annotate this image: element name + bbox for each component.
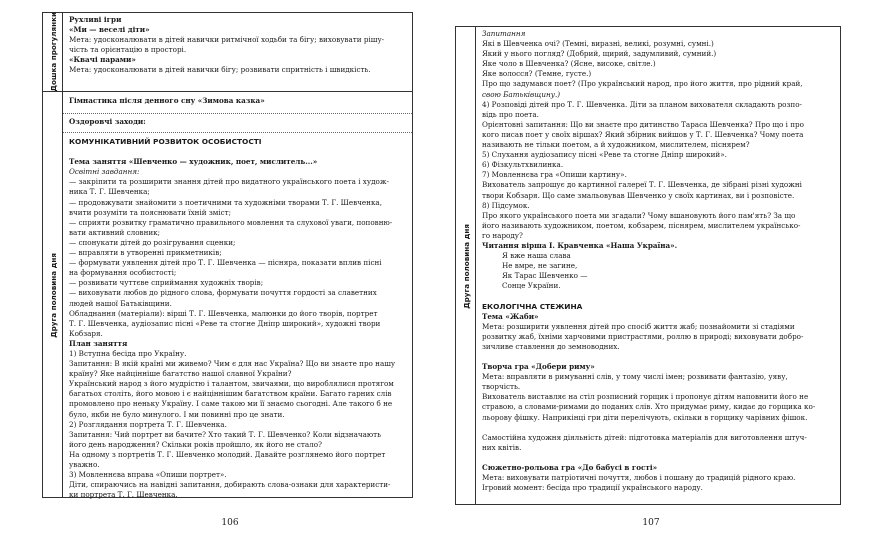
text-line: Діти, спираючись на навідні запитання, добирають слова-ознаки для характеристи- bbox=[69, 480, 391, 490]
walk-line: «Квачі парами» bbox=[69, 55, 136, 65]
text-line: вчити розуміти та пояснювати їхній зміст; bbox=[69, 207, 232, 217]
text-line bbox=[482, 352, 834, 362]
text-line: 3) Мовленнєва вправа «Опиши портрет». bbox=[69, 470, 227, 480]
text-line: твори Кобзаря. Що саме змальовував Шевченко у своїх картинах, ви і розповісте. bbox=[482, 190, 795, 200]
text-line: Яке чоло в Шевченка? (Ясне, високе, світле.) bbox=[482, 59, 656, 69]
right-page bbox=[435, 0, 870, 552]
poem-line: Я вже наша слава bbox=[502, 251, 571, 261]
text-line: Який у нього погляд? (Добрий, щирий, задумливий, сумний.) bbox=[482, 49, 717, 59]
text-line: країну? Яке найцінніше багатство нашої славної України? bbox=[69, 369, 292, 379]
right-page-frame bbox=[455, 26, 841, 505]
text-line: людей нашої Батьківщини. bbox=[69, 298, 172, 308]
text-line: Український народ з його мудрістю і талантом, звичаями, що вироблялися протягом bbox=[69, 379, 394, 389]
page-number: 107 bbox=[642, 518, 660, 528]
text-line: Вихователь запрошує до картинної галереї Т. Г. Шевченка, де зібрані різні художні bbox=[482, 180, 802, 190]
text-line: відь про поета. bbox=[482, 109, 539, 119]
text-line: Самостійна художня діяльність дітей: підготовка матеріалів для виготовлення штуч- bbox=[482, 432, 807, 442]
text-line: уважно. bbox=[69, 460, 100, 469]
text-line: Запитання bbox=[482, 29, 526, 38]
text-line: його називають художником, поетом, кобзарем, піснярем, мислителем українсько- bbox=[482, 220, 801, 230]
text-line: Які в Шевченка очі? (Темні, виразні, великі, розумні, сумні.) bbox=[482, 39, 714, 49]
text-line: 7) Мовленнєва гра «Опиши картину». bbox=[482, 170, 627, 180]
text-line: Запитання: В якій країні ми живемо? Чим є для нас Україна? Що ви знаєте про нашу bbox=[69, 359, 396, 369]
side-label-walk: Дошка прогулянки bbox=[48, 12, 58, 92]
plan-heading: План заняття bbox=[69, 338, 128, 348]
text-line: розвитку жаб, їхніми харчовими пристрастями, роллю в природі; виховувати добро- bbox=[482, 331, 804, 341]
text-line: — вправляти в утворенні прикметників; bbox=[69, 248, 222, 258]
text-line: вати активний словник; bbox=[69, 227, 161, 237]
text-line: 4) Розповіді дітей про Т. Г. Шевченка. Діти за планом вихователя складають розпо- bbox=[482, 99, 802, 109]
gym-title: Гімнастика після денного сну «Зимова казка» bbox=[69, 96, 265, 105]
text-line: Мета: виховувати патріотичні почуття, любов і пошану до традицій рідного краю. bbox=[482, 473, 796, 483]
text-line: зичливе ставлення до земноводних. bbox=[482, 341, 620, 351]
lesson-topic: Тема заняття «Шевченко — художник, поет, мислитель...» bbox=[69, 157, 318, 167]
text-line: — формувати уявлення дітей про Т. Г. Шевченка — пісняра, показати вплив пісні bbox=[69, 258, 382, 268]
text-line: Про якого українського поета ми згадали? Чому вшановують його пам'ять? За що bbox=[482, 210, 796, 220]
walk-line: Мета: удосконалювати в дітей навички ритмічної ходьби та бігу; виховувати рішу- bbox=[69, 35, 385, 45]
text-line: Кобзаря. bbox=[69, 328, 103, 338]
text-line: Сюжетно-рольова гра «До бабусі в гості» bbox=[482, 463, 658, 473]
text-line: Вихователь виставляє на стіл розписний горщик і пропонує дітям наповнити його не bbox=[482, 392, 809, 402]
text-line: багатьох століть, його мовою і є найціннішим багатством країни. Багато гарних слів bbox=[69, 389, 392, 399]
text-line: Т. Г. Шевченка, аудіозапис пісні «Реве та стогне Дніпр широкий», художні твори bbox=[69, 318, 381, 328]
walk-line: Мета: удосконалювати в дітей навички бігу; розвивати спритність і швидкість. bbox=[69, 65, 371, 75]
section-heading: ЕКОЛОГІЧНА СТЕЖИНА bbox=[482, 301, 583, 311]
text-line: його день народження? Скільки років пройшло, як його не стало? bbox=[69, 439, 322, 449]
side-label-afternoon: Друга половина дня bbox=[461, 224, 471, 309]
section-heading: КОМУНІКАТИВНИЙ РОЗВИТОК ОСОБИСТОСТІ bbox=[69, 137, 262, 146]
text-line: 6) Фізкультхвилинка. bbox=[482, 160, 564, 170]
text-line bbox=[482, 423, 834, 433]
text-line bbox=[482, 453, 834, 463]
text-line: льорову фішку. Наприкінці гри діти перелічують, скільки в горщику чарівних фішок. bbox=[482, 412, 808, 422]
text-line: було, якби не було минулого. І ми повинні про це знати. bbox=[69, 409, 285, 419]
text-line: Яке волосся? (Темне, густе.) bbox=[482, 69, 592, 79]
text-line: Тема «Жаби» bbox=[482, 311, 539, 321]
text-line: стравою, а словами-римами до поданих слів. Хто придумає риму, кидає до горщика ко- bbox=[482, 402, 816, 412]
walk-line: чість та орієнтацію в просторі. bbox=[69, 45, 187, 55]
text-line: Орієнтовні запитання: Що ви знаєте про дитинство Тараса Шевченка? Про що і про bbox=[482, 119, 804, 129]
text-line: — продовжувати знайомити з поетичними та художніми творами Т. Г. Шевченка, bbox=[69, 197, 383, 207]
walk-line: «Ми — веселі діти» bbox=[69, 25, 150, 35]
poem-line: Сонце України. bbox=[502, 281, 561, 291]
text-line: го народу? bbox=[482, 230, 523, 240]
text-line: На одному з портретів Т. Г. Шевченко молодий. Давайте розглянемо його портрет bbox=[69, 449, 386, 459]
text-line: свою Батьківщину.) bbox=[482, 89, 561, 99]
poem-line: Не вмре, не загине, bbox=[502, 261, 578, 271]
health-title: Оздоровчі заходи: bbox=[69, 117, 146, 126]
walk-line: Рухливі ігри bbox=[69, 15, 122, 24]
text-line bbox=[69, 147, 406, 157]
text-line: Мета: розширити уявлення дітей про спосіб життя жаб; познайомити зі стадіями bbox=[482, 321, 795, 331]
text-line: творчість. bbox=[482, 382, 521, 392]
text-line: Ігровий момент: бесіда про традиції українського народу. bbox=[482, 483, 703, 493]
text-line: них квітів. bbox=[482, 442, 522, 452]
text-line: Творча гра «Добери риму» bbox=[482, 362, 595, 372]
text-line: Освітні завдання: bbox=[69, 167, 140, 177]
text-line: — закріпити та розширити знання дітей про видатного українського поета і худож- bbox=[69, 177, 389, 187]
text-line: Мета: вправляти в римуванні слів, у тому числі імен; розвивати фантазію, уяву, bbox=[482, 372, 788, 382]
text-line: ника Т. Г. Шевченка; bbox=[69, 187, 150, 197]
text-line: 2) Розглядання портрета Т. Г. Шевченка. bbox=[69, 419, 227, 429]
text-line: — розвивати чуттєве сприймання художніх творів; bbox=[69, 278, 264, 288]
side-label-afternoon: Друга половина дня bbox=[48, 252, 58, 338]
text-line bbox=[482, 291, 834, 301]
walk-section bbox=[69, 15, 406, 76]
text-line: Про що задумався поет? (Про український народ, про його життя, про рідний край, bbox=[482, 79, 803, 89]
page-number: 106 bbox=[221, 518, 239, 528]
left-page-frame bbox=[42, 12, 413, 498]
text-line: 1) Вступна бесіда про Україну. bbox=[69, 348, 187, 358]
text-line: кого писав поет у своїх віршах? Який збірник вийшов у Т. Г. Шевченка? Чому поета bbox=[482, 129, 804, 139]
text-line: 8) Підсумок. bbox=[482, 200, 530, 210]
lesson-section bbox=[69, 137, 406, 500]
text-line: називають не тільки поетом, а й художником, мислителем, піснярем? bbox=[482, 140, 750, 150]
text-line: — сприяти розвитку граматично правильного мовлення та слухової уваги, поповню- bbox=[69, 217, 393, 227]
text-line: Запитання: Чий портрет ви бачите? Хто такий Т. Г. Шевченко? Коли відзначають bbox=[69, 429, 382, 439]
text-line: ки портрета Т. Г. Шевченка. bbox=[69, 490, 178, 500]
text-line: промовлено про неньку Україну. І саме такою ми її знаємо сьогодні. Але такого б не bbox=[69, 399, 393, 409]
text-line: Читання вірша І. Кравченка «Наша Україна». bbox=[482, 240, 678, 250]
poem-line: Як Тарас Шевченко — bbox=[502, 271, 588, 281]
text-line: 5) Слухання аудіозапису пісні «Реве та стогне Дніпр широкий». bbox=[482, 150, 727, 160]
right-content bbox=[482, 29, 834, 493]
text-line: Обладнання (матеріали): вірші Т. Г. Шевченка, малюнки до його творів, портрет bbox=[69, 308, 378, 318]
text-line: на формування особистості; bbox=[69, 268, 177, 278]
text-line: — спонукати дітей до розігрування сценки; bbox=[69, 237, 236, 247]
text-line: — виховувати любов до рідного слова, формувати почуття гордості за славетних bbox=[69, 288, 377, 298]
